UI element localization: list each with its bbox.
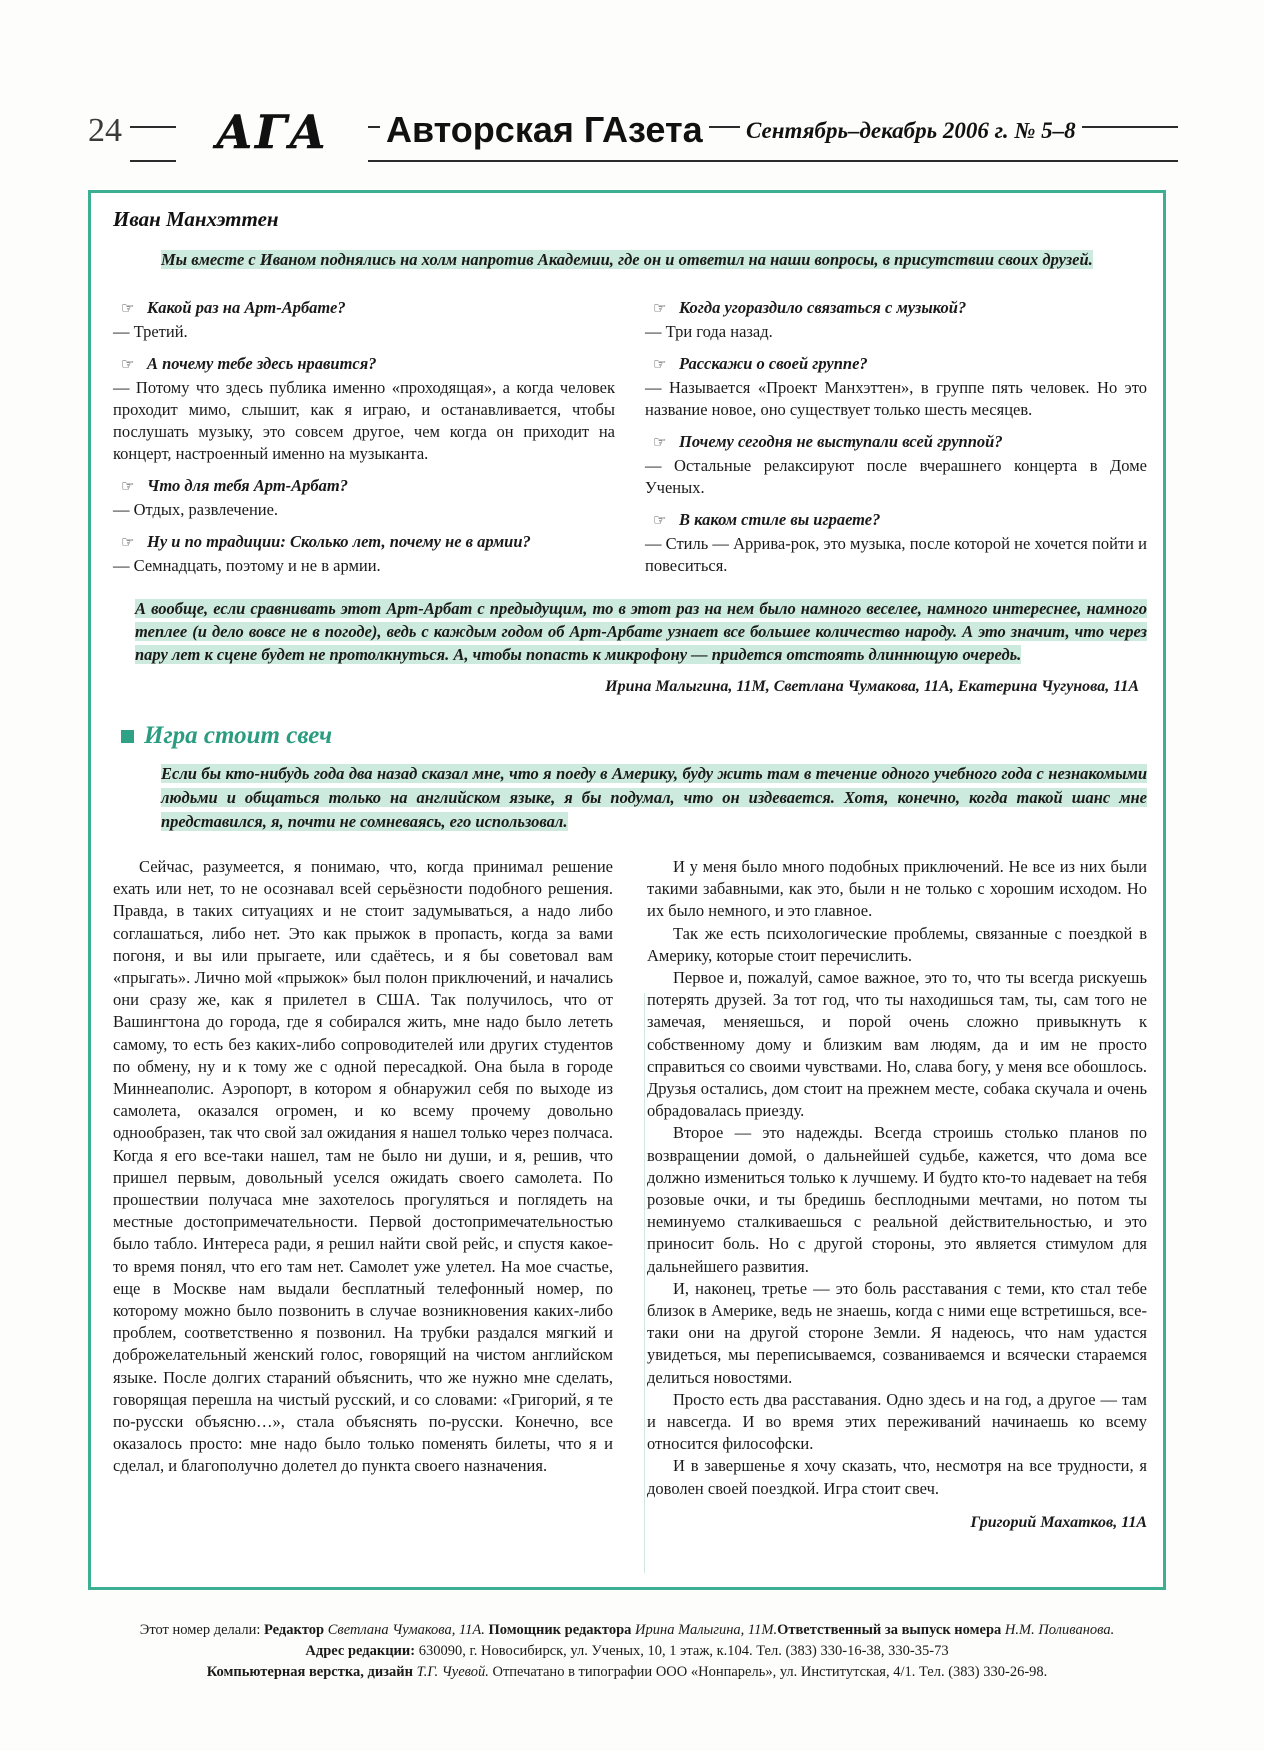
question-text: В каком стиле вы играете? (679, 510, 881, 529)
answer: — Третий. (113, 322, 188, 341)
answer: — Остальные релаксируют после вчерашнего концерта в Доме Ученых. (645, 456, 1147, 497)
question (645, 297, 1147, 319)
masthead (88, 96, 1178, 172)
article-lead-essay (113, 762, 1147, 834)
qa-column-left (113, 287, 615, 579)
essay-column-right (647, 856, 1147, 1532)
footer-address-value: 630090, г. Новосибирск, ул. Ученых, 10, 1 этаж, к.104. Тел. (383) 330-16-38, 330-35-73 (418, 1643, 949, 1659)
footer-layout-label: Компьютерная верстка, дизайн (206, 1664, 417, 1680)
content-frame (88, 190, 1166, 1590)
newspaper-logo (176, 98, 368, 166)
article-closing-interview (113, 597, 1147, 666)
footer-line-address (88, 1641, 1166, 1662)
question (113, 475, 615, 497)
square-bullet-icon (121, 730, 134, 743)
essay-columns (113, 856, 1147, 1532)
question-text: А почему тебе здесь нравится? (147, 354, 377, 373)
footer-layout-name: Т.Г. Чуевой. (416, 1664, 489, 1680)
question (645, 509, 1147, 531)
pointing-hand-icon: ☞ (121, 301, 135, 317)
question-text: Что для тебя Арт-Арбат? (147, 476, 348, 495)
footer-editor-name: Светлана Чумакова, 11А. (327, 1622, 489, 1638)
article-signature-essay: Григорий Махатков, 11А (970, 1513, 1147, 1531)
article-lead-interview (113, 244, 1147, 273)
pointing-hand-icon: ☞ (121, 357, 135, 373)
column-divider (644, 993, 645, 1573)
issue-date: Сентябрь–декабрь 2006 г. № 5–8 (740, 114, 1082, 148)
question-text: Какой раз на Арт-Арбате? (147, 298, 346, 317)
footer-print-info: Отпечатано в типографии ООО «Нонпарель», ул. Институтская, 4/1. Тел. (383) 330-26-98. (488, 1664, 1048, 1680)
footer-editor-label: Редактор (264, 1622, 328, 1638)
page-number: 24 (88, 112, 122, 149)
question (645, 353, 1147, 375)
article-byline-interview: Ирина Малыгина, 11М, Светлана Чумакова, 11А, Екатерина Чугунова, 11А (605, 678, 1139, 695)
question (113, 297, 615, 319)
section-title-text: Игра стоит свеч (144, 722, 333, 749)
pointing-hand-icon: ☞ (653, 357, 667, 373)
answer: — Стиль — Аррива-рок, это музыка, после которой не хочется пойти и повеситься. (645, 534, 1147, 575)
answer: — Называется «Проект Манхэттен», в группе пять человек. Но это название новое, оно существует только шесть месяцев. (645, 378, 1147, 419)
page-footer (88, 1620, 1166, 1683)
footer-line-credits (88, 1620, 1166, 1641)
paragraph: Второе — это надежды. Всегда строишь столько планов по возвращении домой, о дальнейшей судьбе, кажется, что дома все должно измениться только к лучшему. И будто кто-то надевает на тебя розовые очки, и ты бредишь бесплодными мечтами, но потом ты неминуемо сталкиваешься с реальной действительностью, и это приносит боль. Но с другой стороны, это является стимулом для дальнейшего развития. (647, 1123, 1147, 1276)
paragraph: И у меня было много подобных приключений. Не все из них были такими забавными, как это, были н не только с хорошим исходом. Но их было немного, и это главное. (647, 857, 1147, 921)
article-heading-interview: Иван Манхэттен (113, 207, 279, 231)
footer-prefix: Этот номер делали: (139, 1622, 265, 1638)
logo-text: АГА (215, 105, 329, 159)
qa-columns (113, 287, 1147, 579)
paragraph: Первое и, пожалуй, самое важное, это то, что ты всегда рискуешь потерять друзей. За тот год, что ты находишься там, ты, сам того не замечая, меняешься, и порой очень сложно привыкнуть к собственному дому и близким вам людям, да и им не просто справиться со своими чувствами. Но, слава богу, у меня все обошлось. Друзья остались, дом стоит на прежнем месте, собака скучала и очень обрадовалась приезду. (647, 968, 1147, 1121)
question (113, 353, 615, 375)
pointing-hand-icon: ☞ (121, 535, 135, 551)
pointing-hand-icon: ☞ (653, 435, 667, 451)
paragraph: И в завершенье я хочу сказать, что, несмотря на все трудности, я доволен своей поездкой. Игра стоит свеч. (647, 1456, 1147, 1498)
answer: — Три года назад. (645, 322, 773, 341)
article-heading-essay (113, 722, 1147, 750)
pointing-hand-icon: ☞ (121, 479, 135, 495)
paragraph: Сейчас, разумеется, я понимаю, что, когда принимал решение ехать или нет, то не осознавал всей серьёзности подобного решения. Правда, в таких ситуациях и не стоит задумываться, а надо либо соглашаться, либо нет. Это как прыжок в пропасть, когда за вами погоня, и вы или прыгаете, или сдаётесь, и я бы советовал вам «прыгать». Лично мой «прыжок» был полон приключений, и начались они сразу же, как я прилетел в США. Так получилось, что от Вашингтона до города, где я собирался жить, мне надо было лететь самому, то есть без каких-либо сопроводителей или других студентов по обмену, ну и к тому же с одной пересадкой. Она была в городе Миннеаполис. Аэропорт, в котором я обнаружил себя по выходе из самолета, оказался огромен, и ко всему прочему довольно однообразен, так что свой зал ожидания я нашел только через полчаса. Когда я его все-таки нашел, там не было ни души, и я, решив, что пришел первым, довольный уселся ожидать своего самолета. По прошествии получаса мне захотелось прогуляться и поглядеть на местные достопримечательности. Первой достопримечательностью было табло. Интереса ради, я решил найти свой рейс, и спустя какое-то время понял, что его там нет. Самолет уже улетел. На мое счастье, еще в Москве нам выдали бесплатный телефонный номер, по которому можно было позвонить в случае возникновения каких-либо проблем, соответственно я позвонил. На трубки раздался мягкий и доброжелательный женский голос, говорящий на чистом английском языке. После долгих стараний объяснить, что же нужно мне сделать, говорящая перешла на чистый русский, и со словами: «Григорий, я те по-русски объясню…», стала объяснять по-русски. Конечно, все оказалось просто: мне надо было только поменять билеты, что я и сделал, и благополучно долетел до пункта своего назначения. (113, 857, 613, 1476)
lead2-highlight: Если бы кто-нибудь года два назад сказал мне, что я поеду в Америку, буду жить там в течение одного учебного года с незнакомыми людьми и общаться только на английском языке, я бы подумал, что он издевается. Хотя, конечно, когда такой шанс мне представился, я, почти не сомневаясь, его использовал. (161, 764, 1147, 831)
content-inner (113, 207, 1147, 1532)
question (645, 431, 1147, 453)
footer-responsible-name: Н.М. Поливанова. (1004, 1622, 1115, 1638)
question-text: Когда угораздило связаться с музыкой? (679, 298, 967, 317)
footer-assistant-name: Ирина Малыгина, 11М. (635, 1622, 778, 1638)
essay-column-left (113, 856, 613, 1532)
question-text: Ну и по традиции: Сколько лет, почему не в армии? (147, 532, 531, 551)
question-text: Расскажи о своей группе? (679, 354, 868, 373)
footer-responsible-label: Ответственный за выпуск номера (777, 1622, 1005, 1638)
paragraph: Так же есть психологические проблемы, связанные с поездкой в Америку, которые стоит перечислить. (647, 923, 1147, 965)
answer: — Потому что здесь публика именно «проходящая», а когда человек проходит мимо, слышит, как я играю, и останавливается, чтобы послушать музыку, это совсем другое, чем когда он приходит на концерт, настроенный именно на музыканта. (113, 378, 615, 463)
answer: — Отдых, развлечение. (113, 500, 279, 519)
question-text: Почему сегодня не выступали всей группой? (679, 432, 1003, 451)
newspaper-title: Авторская ГАзета (380, 104, 709, 156)
paragraph: Просто есть два расставания. Одно здесь и на год, а другое — там и навсегда. И во время этих переживаний начинаешь ко всему относится философски. (647, 1389, 1147, 1454)
footer-assistant-label: Помощник редактора (488, 1622, 636, 1638)
footer-line-layout (88, 1662, 1166, 1683)
answer: — Семнадцать, поэтому и не в армии. (113, 556, 381, 575)
lead-highlight: Мы вместе с Иваном поднялись на холм напротив Академии, где он и ответил на наши вопросы, в присутствии своих друзей. (161, 250, 1093, 269)
question (113, 531, 615, 553)
pointing-hand-icon: ☞ (653, 301, 667, 317)
footer-address-label: Адрес редакции: (305, 1643, 419, 1659)
qa-column-right (645, 287, 1147, 579)
paragraph: И, наконец, третье — это боль расставания с теми, кто стал тебе близок в Америке, ведь не знаешь, когда с ними еще встретишься, все-таки они на другой стороне Земли. Я надеюсь, что нам удастся увидеться, мы переписываемся, созваниваемся и всячески стараемся делиться новостями. (647, 1278, 1147, 1387)
pointing-hand-icon: ☞ (653, 513, 667, 529)
closing-highlight: А вообще, если сравнивать этот Арт-Арбат с предыдущим, то в этот раз на нем было намного веселее, намного интереснее, намного теплее (и дело вовсе не в погоде), ведь с каждым годом об Арт-Арбате узнает все большее количество народу. А это значит, что через пару лет к сцене будет не протолкнуться. А, чтобы попасть к микрофону — придется отстоять длиннющую очередь. (135, 599, 1147, 664)
